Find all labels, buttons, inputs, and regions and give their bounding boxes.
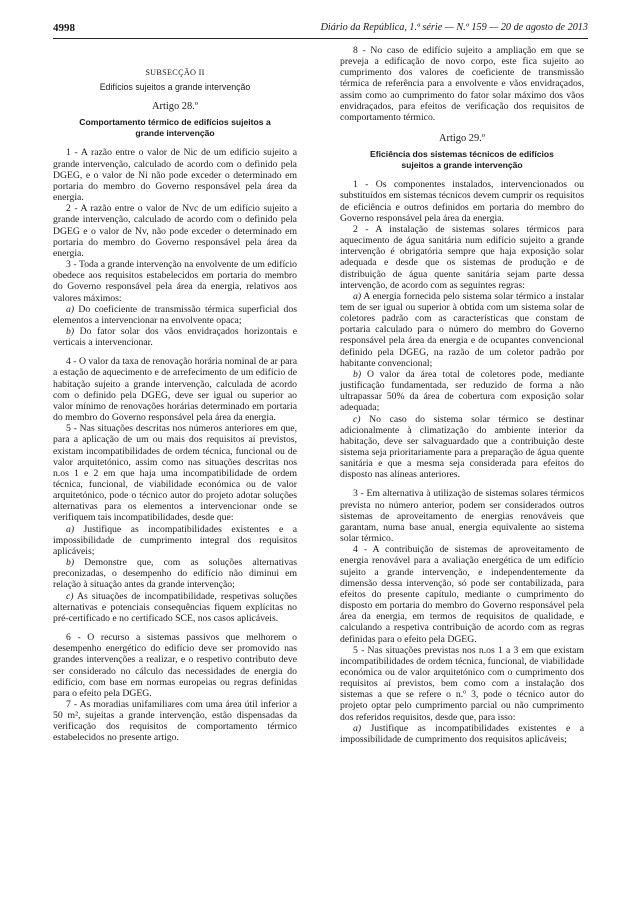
list-item [340,723,584,745]
article-28-heading: Artigo 28.º [152,101,198,113]
list-item-text: A energia fornecida pelo sistema solar térmico a instalar tem de ser igual ou superior à obtida com um sistema solar de coletores padrão com as características que constam de portaria calculado para o número do membro do Governo responsável pela área da energia e de ocupantes convencional definido pela DGEG, na razão de um coletor padrão por habitante convencional; [340,290,584,369]
paragraph: 4 - A contribuição de sistemas de aproveitamento de energia renovável para a avaliação energética de um edifício sujeito a grande intervenção, e independentemente da dimensão dessa intervenção, só pode ser contabilizada, para efeitos do presente capítulo, mediante o cumprimento do disposto em portaria do membro do Governo responsável pela área da energia, em termos de requisitos de qualidade, e calculando a respetiva contribuição de acordo com as regras definidas para o efeito pela DGEG. [340,544,584,645]
page-header [53,22,588,39]
list-item-label: c) [353,413,361,425]
list-item-text: Justifique as incompatibilidades existentes e a impossibilidade de cumprimento integral dos requisitos aplicáveis; [53,523,298,557]
list-item-text: No caso do sistema solar térmico se destinar adicionalmente à climatização do ambiente interior da habitação, deve ser salvaguardado que a contribuição deste sistema seja prioritariamente para a preparação de água quente sanitária e que a mesma seja considerada para efeitos do disposto nas alíneas anteriores. [340,413,585,481]
article-29-title: Eficiência dos sistemas técnicos de edifícios sujeitos a grande intervenção [370,149,554,170]
list-item [53,326,297,348]
list-item-text: As situações de incompatibilidade, respetivas soluções alternativas e potenciais consequências fiquem explícitas no pré-certificado e no certificado SCE, nos casos aplicáveis. [53,590,297,624]
list-item-text: Do coeficiente de transmissão térmica superficial dos elementos a intervencionar na envolvente opaca; [53,303,297,326]
list-item [340,291,584,369]
right-column [340,45,584,745]
article-29-heading: Artigo 29.º [439,133,485,145]
list-item-label: a) [66,303,75,315]
list-item [340,369,584,414]
list-item-label: a) [353,290,362,302]
paragraph: 3 - Toda a grande intervenção na envolvente de um edifício obedece aos requisitos estabelecidos em portaria do membro do Governo responsável pela área da energia, relativos aos valores máximos: [53,259,297,304]
list-item [340,414,584,481]
paragraph: 2 - A instalação de sistemas solares térmicos para aquecimento de água sanitária num edifício sujeito a grande intervenção é obrigatória sempre que haja exposição solar adequada e desde que os sistemas de produção e de distribuição de água quente sanitária sejam parte dessa intervenção, de acordo com as seguintes regras: [340,223,584,291]
list-item-label: b) [66,325,75,337]
list-item-text: Justifique as incompatibilidades existentes e a impossibilidade de cumprimento dos requisitos aplicáveis; [340,722,585,745]
list-item [53,304,297,326]
list-item [53,557,297,590]
list-item [53,524,297,557]
paragraph: 5 - Nas situações descritas nos números anteriores em que, para a aplicação de um ou mais dos requisitos aí previstos, existam incompatibilidades de ordem técnica, funcional ou de valor arquitetónico, assim como nas situações descritas nos n.os 1 e 2 em que haja uma incompatibilidade de ordem técnica, funcional, de viabilidade económica ou de valor arquitetónico, pode o técnico autor do projeto adotar soluções alternativas para os elementos a intervencionar onde se verifiquem tais incompatibilidades, desde que: [53,423,297,524]
page-number: 4998 [53,22,75,34]
list-item-label: c) [66,590,74,602]
list-item-label: a) [66,523,75,535]
list-item-label: b) [66,557,75,569]
list-item-text: O valor da área total de coletores pode, mediante justificação fundamentada, ser reduzido de forma a não ultrapassar 50% da área de cobertura com exposição solar adequada; [340,368,584,414]
list-item-label: a) [353,722,362,734]
paragraph: 5 - Nas situações previstas nos n.os 1 a 3 em que existam incompatibilidades de ordem técnica, funcional, de viabilidade económica ou de valor arquitetónico com o cumprimento dos requisitos aí previstos, bem como com a instalação dos sistemas a que se refere o n.º 3, pode o técnico autor do projeto optar pelo cumprimento parcial ou não cumprimento dos referidos requisitos, desde que, para isso: [340,644,584,723]
journal-title: Diário da República, 1.ª série — N.º 159 — 20 de agosto de 2013 [320,22,588,33]
paragraph: 3 - Em alternativa à utilização de sistemas solares térmicos prevista no número anterior, podem ser considerados outros sistemas de aproveitamento de energias renováveis que garantam, numa base anual, energia equivalente ao sistema solar térmico. [340,488,584,545]
left-column [53,45,297,744]
paragraph: 6 - O recurso a sistemas passivos que melhorem o desempenho energético do edifício deve ser promovido nas grandes intervenções a realizar, e o respetivo contributo deve ser considerado no cálculo das necessidades de energia do edifício, com base em normas europeias ou regras definidas para o efeito pela DGEG. [53,632,297,699]
subsection-title: Edifícios sujeitos a grande intervenção [99,82,251,93]
paragraph: 7 - As moradias unifamiliares com uma área útil inferior a 50 m², sujeitas a grande intervenção, estão dispensadas da verificação dos requisitos de comportamento térmico estabelecidos no presente artigo. [53,698,297,744]
paragraph: 8 - No caso de edifício sujeito a ampliação em que se preveja a edificação de novo corpo, este fica sujeito ao cumprimento dos valores de coeficiente de transmissão térmica de referência para a envolvente e vãos envidraçados, assim como ao cumprimento do fator solar máximo dos vãos envidraçados, para efeitos de verificação dos requisitos de comportamento térmico. [340,45,584,123]
article-28-title: Comportamento térmico de edifícios sujeitos a grande intervenção [79,117,271,138]
paragraph: 1 - A razão entre o valor de Nic de um edifício sujeito a grande intervenção, calculado de acordo com o definido pela DGEG, e o valor de Ni não pode exceder o determinado em portaria do membro do Governo responsável pela área da energia. [53,147,297,204]
list-item-text: Demonstre que, com as soluções alternativas preconizadas, o desempenho do edifício não diminui em relação à situação antes da grande intervenção; [53,557,297,591]
list-item [53,591,297,624]
paragraph: 1 - Os componentes instalados, intervencionados ou substituídos em sistemas técnicos devem cumprir os requisitos de eficiência e outros definidos em portaria do membro do Governo responsável pela área da energia. [340,179,584,224]
paragraph: 4 - O valor da taxa de renovação horária nominal de ar para a estação de aquecimento e de arrefecimento de um edifício de habitação sujeito a grande intervenção, calculada de acordo com o definido pela DGEG, deve ser igual ou superior ao valor mínimo de renovações horárias determinado em portaria do membro do Governo responsável pela área da energia. [53,356,297,424]
list-item-label: b) [353,368,362,380]
list-item-text: Do fator solar dos vãos envidraçados horizontais e verticais a intervencionar. [53,325,298,349]
paragraph: 2 - A razão entre o valor de Nvc de um edifício sujeito a grande intervenção, calculado de acordo com o definido pela DGEG e o valor de Nv, não pode exceder o determinado em portaria do membro do Governo responsável pela área da energia. [53,203,297,259]
subsection-label: SUBSECÇÃO II [145,68,205,77]
